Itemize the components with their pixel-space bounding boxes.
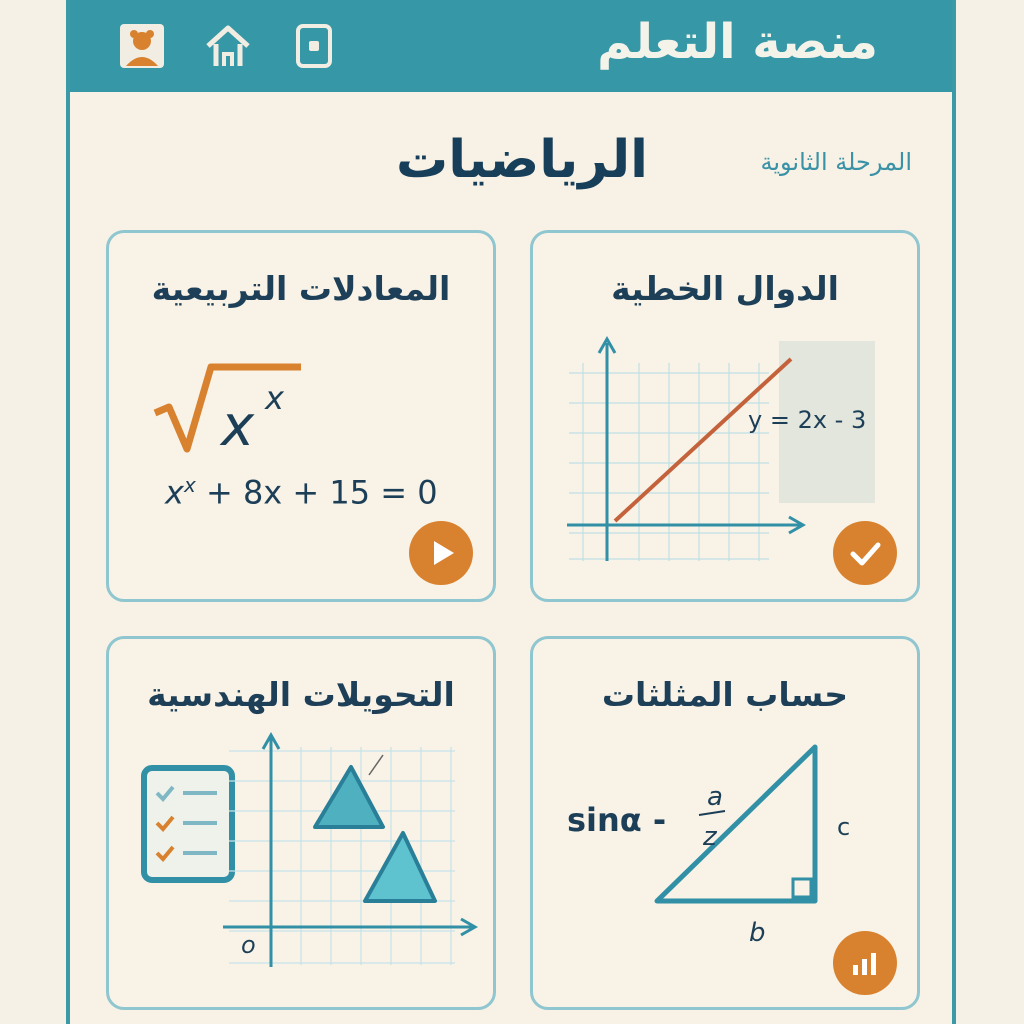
card-trigonometry[interactable] bbox=[530, 636, 920, 1010]
chart-icon bbox=[833, 931, 897, 995]
home-icon[interactable] bbox=[204, 22, 252, 70]
formula-numerator: a bbox=[707, 782, 723, 812]
header-bar bbox=[70, 0, 952, 92]
transformation-graph bbox=[219, 727, 479, 977]
brand-title: منصة التعلم bbox=[597, 14, 878, 70]
card-title: المعادلات التربيعية bbox=[151, 269, 451, 308]
root-base: x bbox=[221, 394, 255, 459]
chart-button[interactable] bbox=[833, 931, 897, 995]
triangle-diagram bbox=[567, 741, 897, 951]
page-title: الرياضيات bbox=[395, 130, 648, 190]
linear-equation: y = 2x - 3 bbox=[748, 406, 867, 434]
card-title: التحويلات الهندسية bbox=[147, 675, 455, 714]
tablet-icon[interactable] bbox=[290, 22, 338, 70]
app-frame bbox=[66, 0, 956, 1024]
card-quadratic-equations[interactable] bbox=[106, 230, 496, 602]
card-title: حساب المثلثات bbox=[601, 675, 849, 714]
formula-denominator: z bbox=[703, 822, 717, 852]
card-linear-functions[interactable] bbox=[530, 230, 920, 602]
check-button[interactable] bbox=[833, 521, 897, 585]
card-geometric-transformations[interactable] bbox=[106, 636, 496, 1010]
side-c: c bbox=[837, 813, 851, 841]
root-exponent: x bbox=[265, 379, 284, 417]
avatar-icon[interactable] bbox=[118, 22, 166, 70]
check-icon bbox=[833, 521, 897, 585]
card-title: الدوال الخطية bbox=[611, 269, 839, 308]
level-label: المرحلة الثانوية bbox=[760, 148, 912, 176]
formula-left: sinα - bbox=[567, 801, 667, 839]
side-b: b bbox=[749, 918, 766, 948]
sqrt-expression bbox=[149, 353, 369, 463]
play-icon bbox=[409, 521, 473, 585]
play-button[interactable] bbox=[409, 521, 473, 585]
origin-label: o bbox=[241, 931, 256, 959]
quadratic-equation: $x^x + 8x + 15 = 0$ bbox=[165, 473, 438, 512]
